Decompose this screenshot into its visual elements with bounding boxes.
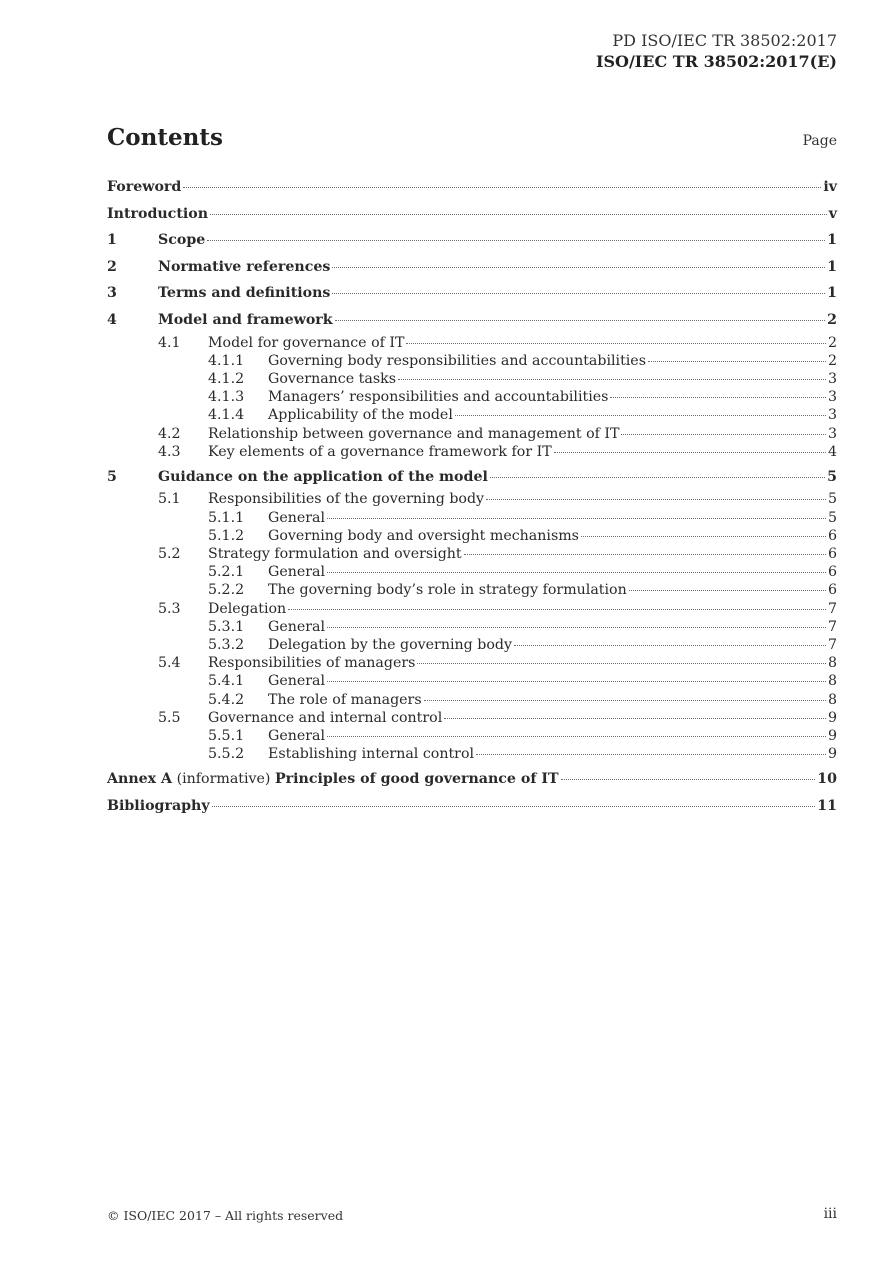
toc-entry-page: 9 xyxy=(827,727,837,744)
toc-entry-title: Scope xyxy=(158,232,206,249)
toc-entry-page: 2 xyxy=(827,334,837,351)
dot-leader xyxy=(327,681,826,682)
dot-leader xyxy=(183,187,821,188)
toc-entry-title: Bibliography xyxy=(107,797,210,814)
toc-entry[interactable] xyxy=(107,370,837,388)
dot-leader xyxy=(332,267,825,268)
dot-leader xyxy=(207,240,825,241)
toc-entry-number: 5.1.2 xyxy=(208,527,245,544)
toc-entry-page: 9 xyxy=(827,709,837,726)
dot-leader xyxy=(648,361,826,362)
toc-entry-number: 3 xyxy=(107,285,117,302)
dot-leader xyxy=(464,554,826,555)
dot-leader xyxy=(327,518,826,519)
dot-leader xyxy=(212,806,816,807)
toc-entry-page: 9 xyxy=(827,746,837,763)
toc-entry[interactable] xyxy=(107,793,837,820)
toc-entry-page: 2 xyxy=(827,352,837,369)
toc-entry-page: 6 xyxy=(827,582,837,599)
toc-entry-number: 5.1 xyxy=(158,491,181,508)
annex-title: Principles of good governance of IT xyxy=(274,771,559,788)
toc-entry-page: 6 xyxy=(827,546,837,563)
toc-entry[interactable] xyxy=(107,581,837,599)
dot-leader xyxy=(486,499,826,500)
dot-leader xyxy=(554,452,826,453)
toc-entry-page: v xyxy=(828,205,837,222)
toc-entry-title: General xyxy=(268,564,326,581)
toc-entry-page: 3 xyxy=(827,389,837,406)
toc-entry-title: Applicability of the model xyxy=(268,407,453,424)
toc-entry-title: Delegation by the governing body xyxy=(268,636,512,653)
toc-entry[interactable] xyxy=(107,727,837,745)
toc-entry-title: Governance and internal control xyxy=(208,709,443,726)
toc-entry-title: Model and framework xyxy=(158,311,333,328)
toc-entry-number: 5.4 xyxy=(158,655,181,672)
toc-entry-title xyxy=(107,766,559,793)
toc-entry-page: 5 xyxy=(827,509,837,526)
toc-entry[interactable] xyxy=(107,227,837,254)
dot-leader xyxy=(335,320,826,321)
toc-entry-page: iv xyxy=(823,179,837,195)
toc-entry-title: Key elements of a governance framework for IT xyxy=(208,443,552,460)
toc-entry-page: 8 xyxy=(827,673,837,690)
toc-entry[interactable] xyxy=(107,672,837,690)
toc-entry-title: Managers’ responsibilities and accountabilities xyxy=(268,389,609,406)
dot-leader xyxy=(621,434,826,435)
annex-informative-label: (informative) xyxy=(172,771,275,788)
dot-leader xyxy=(398,379,826,380)
toc-entry-number: 4.2 xyxy=(158,425,181,442)
toc-entry-number: 4.1.4 xyxy=(208,407,245,424)
toc-entry-title: Responsibilities of managers xyxy=(208,655,416,672)
toc-entry-title: General xyxy=(268,727,326,744)
document-id-iso: ISO/IEC TR 38502:2017(E) xyxy=(595,52,837,71)
toc-entry-number: 4.1.2 xyxy=(208,370,245,387)
toc-entry[interactable] xyxy=(107,545,837,563)
toc-entry[interactable] xyxy=(107,527,837,545)
toc-entry[interactable] xyxy=(107,406,837,424)
toc-entry-number: 5 xyxy=(107,468,117,485)
toc-entry-page: 3 xyxy=(827,425,837,442)
toc-entry-title: Relationship between governance and management of IT xyxy=(208,425,620,442)
toc-entry-page: 3 xyxy=(827,370,837,387)
dot-leader xyxy=(561,779,816,780)
toc-entry-number: 4.1.1 xyxy=(208,352,245,369)
toc-entry-title: Terms and definitions xyxy=(158,285,331,302)
toc-entry-page: 7 xyxy=(827,636,837,653)
toc-entry[interactable] xyxy=(107,334,837,352)
toc-entry-title: The governing body’s role in strategy formulation xyxy=(268,582,627,599)
toc-entry-title: Foreword xyxy=(107,179,182,195)
toc-entry-number: 5.3.1 xyxy=(208,618,245,635)
toc-entry-number: 5.1.1 xyxy=(208,509,245,526)
toc-entry-title: Governing body responsibilities and accountabilities xyxy=(268,352,646,369)
toc-entry-title: Responsibilities of the governing body xyxy=(208,491,485,508)
dot-leader xyxy=(210,214,827,215)
toc-entry-title: Governance tasks xyxy=(268,370,396,387)
toc-entry-page: 4 xyxy=(827,443,837,460)
dot-leader xyxy=(424,700,826,701)
toc-entry-number: 5.5.1 xyxy=(208,727,245,744)
toc-entry-title: Establishing internal control xyxy=(268,746,475,763)
toc-entry-number: 5.2 xyxy=(158,546,181,563)
toc-entry-page: 8 xyxy=(827,655,837,672)
toc-entry[interactable] xyxy=(107,563,837,581)
toc-entry-title: Delegation xyxy=(208,600,287,617)
toc-entry-page: 1 xyxy=(827,258,837,275)
toc-entry-title: Model for governance of IT xyxy=(208,334,405,351)
toc-entry[interactable] xyxy=(107,254,837,281)
toc-entry[interactable] xyxy=(107,352,837,370)
dot-leader xyxy=(581,536,826,537)
toc-entry-number: 4.1.3 xyxy=(208,389,245,406)
toc-entry-title: Normative references xyxy=(158,258,331,275)
dot-leader xyxy=(444,718,826,719)
toc-entry[interactable] xyxy=(107,388,837,406)
document-header xyxy=(596,30,837,72)
toc-entry[interactable] xyxy=(107,691,837,709)
page-number: iii xyxy=(823,1206,837,1222)
toc-entry[interactable] xyxy=(107,636,837,654)
annex-label: Annex A xyxy=(107,771,173,788)
document-id-pd: PD ISO/IEC TR 38502:2017 xyxy=(612,31,837,50)
toc-entry-title: General xyxy=(268,618,326,635)
table-of-contents xyxy=(107,174,837,819)
toc-entry[interactable] xyxy=(107,600,837,618)
toc-entry-title: Governing body and oversight mechanisms xyxy=(268,527,579,544)
toc-entry-number: 2 xyxy=(107,258,117,275)
toc-entry[interactable] xyxy=(107,425,837,443)
dot-leader xyxy=(629,590,826,591)
toc-entry-page: 6 xyxy=(827,564,837,581)
dot-leader xyxy=(406,343,826,344)
dot-leader xyxy=(332,293,825,294)
dot-leader xyxy=(417,663,826,664)
toc-entry-page: 1 xyxy=(827,232,837,249)
toc-entry-page: 6 xyxy=(827,527,837,544)
toc-entry-number: 4.3 xyxy=(158,443,181,460)
toc-entry-page: 7 xyxy=(827,618,837,635)
toc-entry-page: 5 xyxy=(827,491,837,508)
toc-entry-number: 5.4.1 xyxy=(208,673,245,690)
toc-entry[interactable] xyxy=(107,174,837,201)
dot-leader xyxy=(288,609,826,610)
toc-entry-number: 5.4.2 xyxy=(208,691,245,708)
toc-entry-title: General xyxy=(268,509,326,526)
toc-entry-number: 5.3 xyxy=(158,600,181,617)
toc-entry-number: 5.3.2 xyxy=(208,636,245,653)
toc-entry-number: 4 xyxy=(107,311,117,328)
toc-entry-title: Guidance on the application of the model xyxy=(158,468,488,485)
toc-entry-page: 2 xyxy=(827,311,837,328)
dot-leader xyxy=(327,736,826,737)
toc-entry-page: 10 xyxy=(817,771,837,788)
contents-title: Contents xyxy=(107,124,223,151)
page-column-label: Page xyxy=(802,133,837,149)
toc-entry-title: Introduction xyxy=(107,205,209,222)
toc-entry[interactable] xyxy=(107,509,837,527)
toc-entry-title: Strategy formulation and oversight xyxy=(208,546,462,563)
toc-entry-page: 11 xyxy=(817,797,837,814)
copyright-notice: © ISO/IEC 2017 – All rights reserved xyxy=(107,1208,344,1223)
toc-entry[interactable] xyxy=(107,201,837,228)
toc-entry[interactable] xyxy=(107,654,837,672)
dot-leader xyxy=(327,627,826,628)
toc-entry-number: 5.5.2 xyxy=(208,746,245,763)
toc-entry-page: 5 xyxy=(827,468,837,485)
toc-entry-number: 5.5 xyxy=(158,709,181,726)
toc-entry[interactable] xyxy=(107,307,837,334)
toc-entry-number: 5.2.2 xyxy=(208,582,245,599)
toc-entry[interactable] xyxy=(107,280,837,307)
toc-entry-title: The role of managers xyxy=(268,691,422,708)
toc-entry[interactable] xyxy=(107,464,837,491)
toc-entry-page: 8 xyxy=(827,691,837,708)
dot-leader xyxy=(476,754,826,755)
toc-entry[interactable] xyxy=(107,490,837,508)
toc-entry-number: 5.2.1 xyxy=(208,564,245,581)
toc-entry[interactable] xyxy=(107,745,837,763)
toc-entry[interactable] xyxy=(107,443,837,461)
toc-entry[interactable] xyxy=(107,766,837,793)
dot-leader xyxy=(610,397,826,398)
toc-entry-page: 3 xyxy=(827,407,837,424)
toc-entry[interactable] xyxy=(107,618,837,636)
toc-entry-page: 1 xyxy=(827,285,837,302)
dot-leader xyxy=(455,415,826,416)
dot-leader xyxy=(327,572,826,573)
toc-entry-number: 4.1 xyxy=(158,334,181,351)
dot-leader xyxy=(514,645,826,646)
toc-entry-number: 1 xyxy=(107,232,117,249)
toc-entry-page: 7 xyxy=(827,600,837,617)
toc-entry-title: General xyxy=(268,673,326,690)
dot-leader xyxy=(490,477,825,478)
toc-entry[interactable] xyxy=(107,709,837,727)
